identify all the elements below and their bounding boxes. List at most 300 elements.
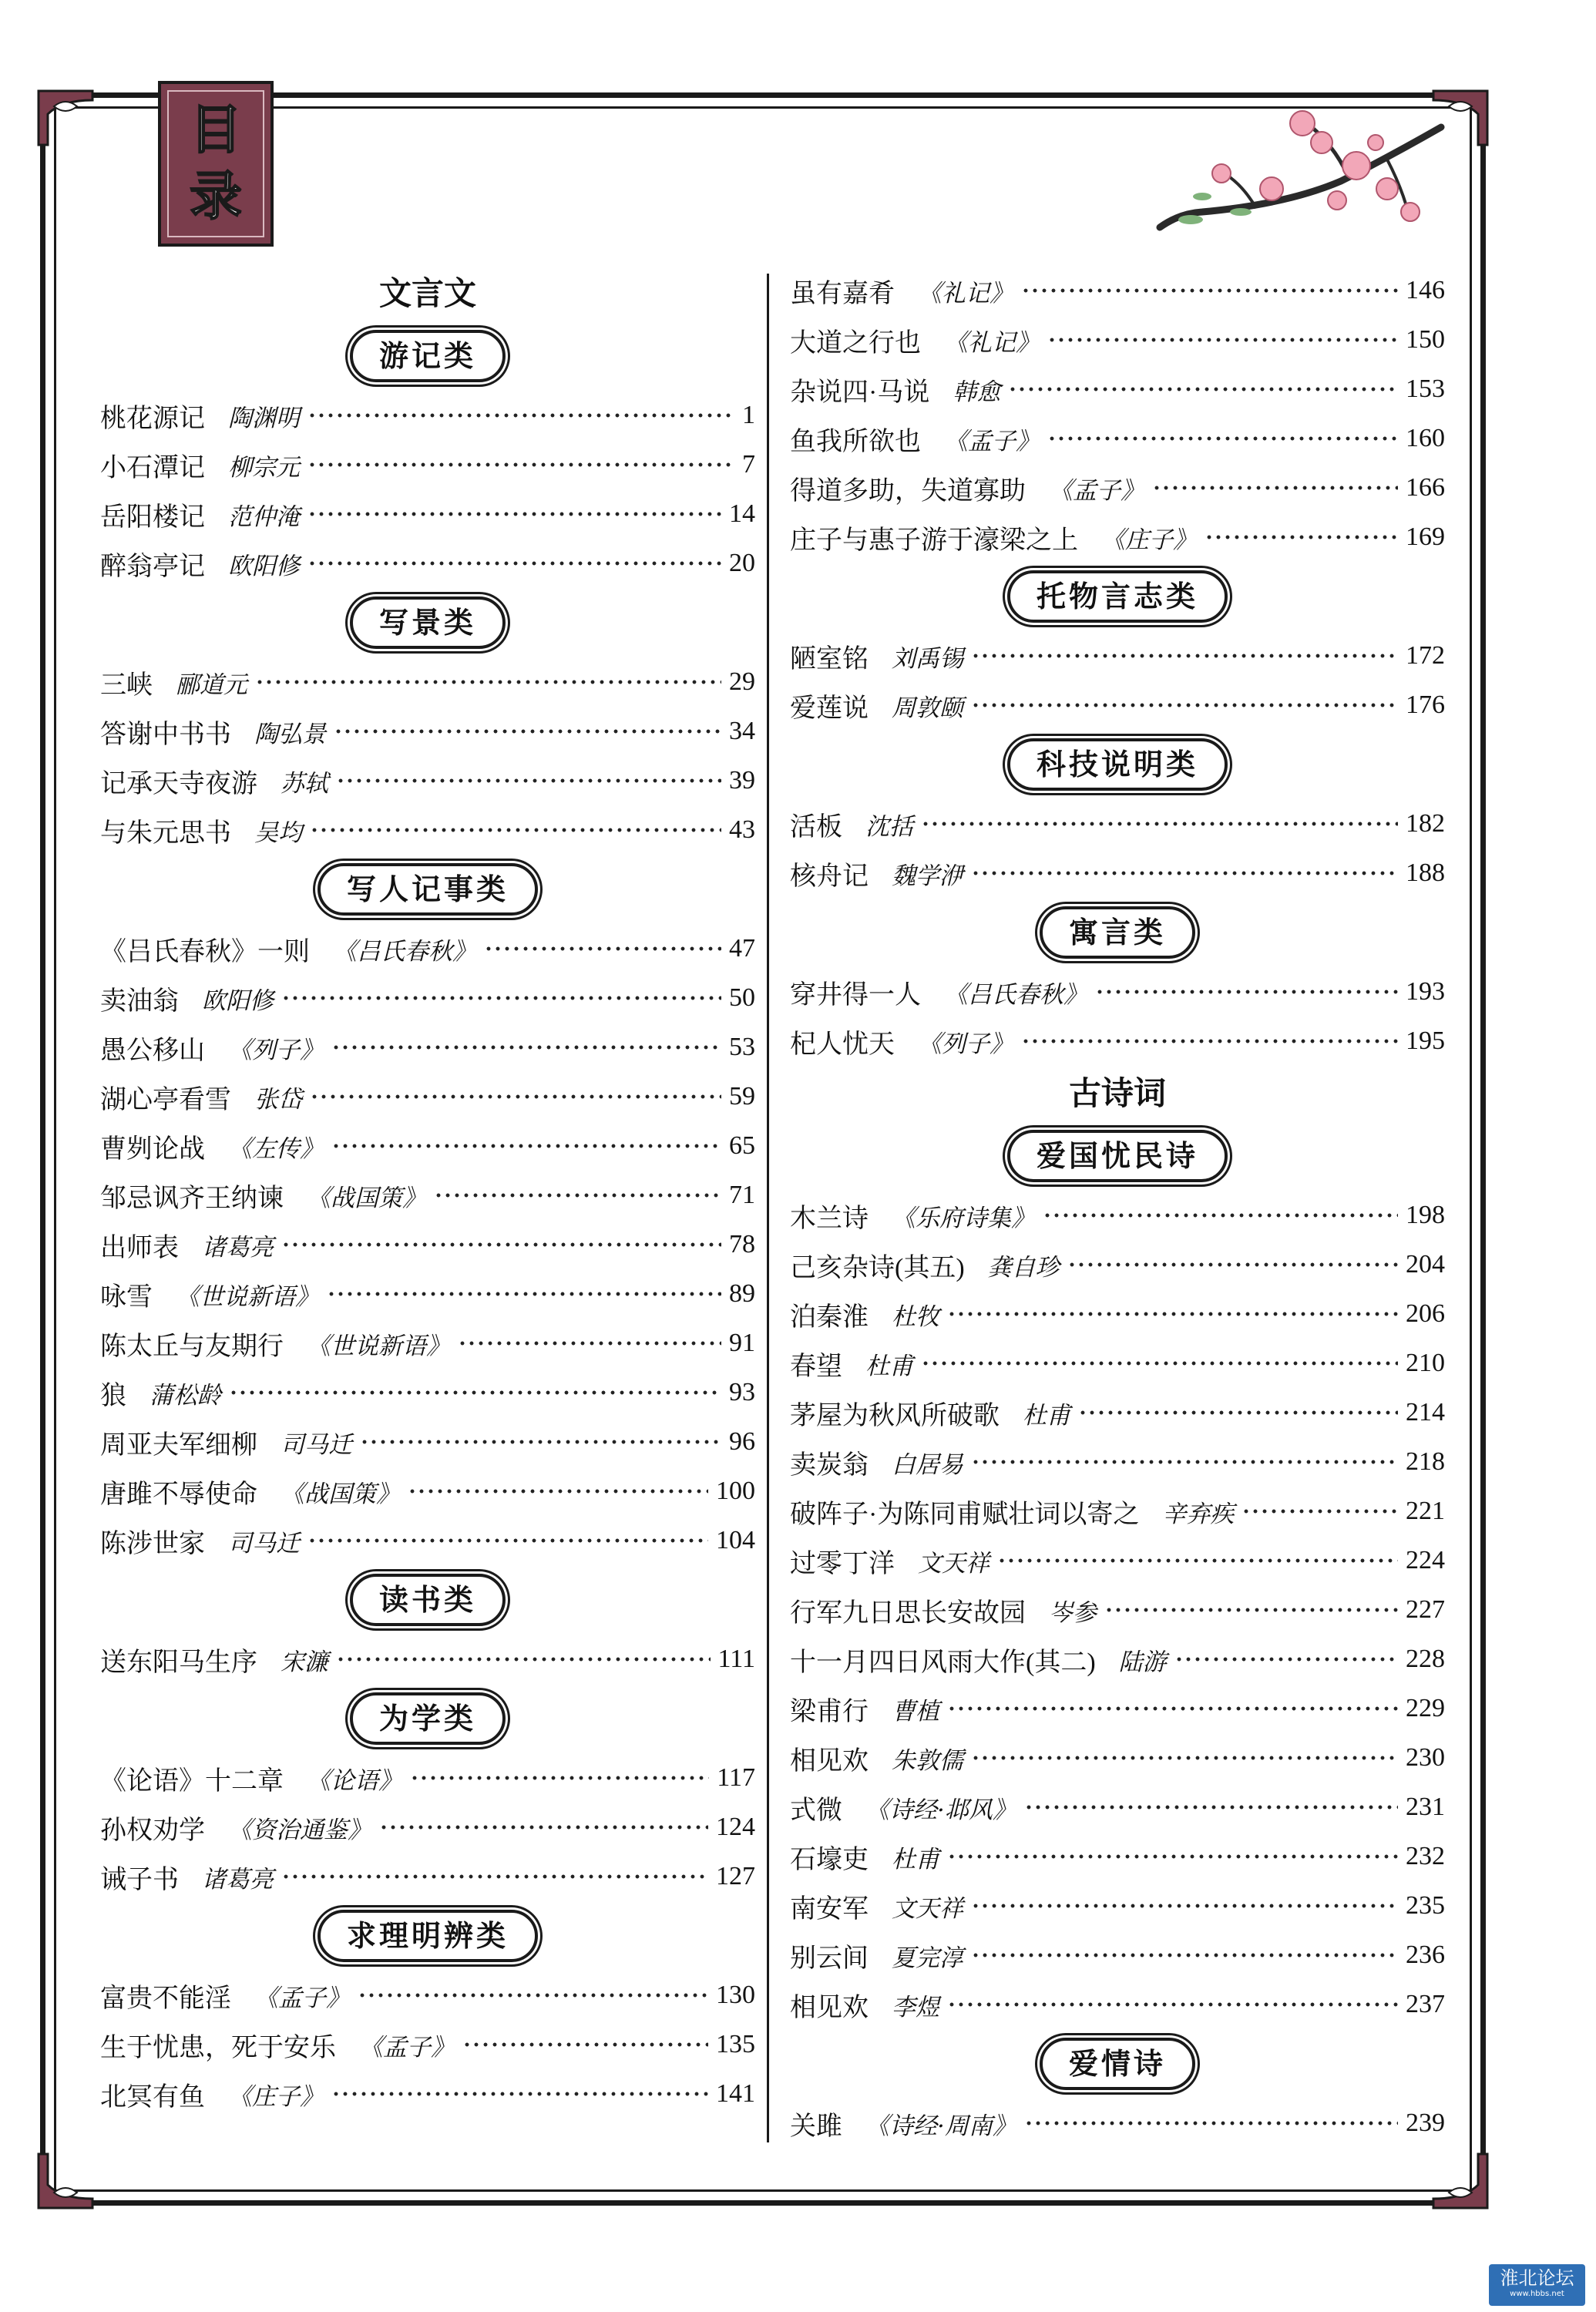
entry-page-number: 229 <box>1406 1694 1445 1722</box>
dot-leader <box>1021 1039 1398 1043</box>
toc-entry[interactable] <box>790 1881 1445 1931</box>
toc-entry[interactable] <box>100 1220 755 1269</box>
dot-leader <box>1021 288 1398 293</box>
dot-leader <box>434 1193 721 1198</box>
entry-title: 卖油翁 <box>100 986 179 1016</box>
entry-page-number: 43 <box>729 815 755 844</box>
entry-title: 周亚夫军细柳 <box>100 1430 257 1460</box>
entry-title: 庄子与惠子游于濠梁之上 <box>790 526 1078 555</box>
toc-entry[interactable] <box>100 1023 755 1072</box>
toc-entry[interactable] <box>790 1684 1445 1733</box>
toc-entry[interactable] <box>790 1017 1445 1066</box>
dot-leader <box>307 462 734 467</box>
category-label: 游记类 <box>350 330 506 382</box>
category-banner <box>790 562 1445 631</box>
entry-author: 诸葛亮 <box>202 1865 274 1894</box>
toc-entry[interactable] <box>790 1733 1445 1783</box>
entry-author: 苏轼 <box>281 769 328 798</box>
category-label: 写人记事类 <box>318 863 538 916</box>
entry-author: 《孟子》 <box>254 1984 350 2012</box>
toc-entry[interactable] <box>790 1585 1445 1635</box>
toc-entry[interactable] <box>100 707 755 756</box>
entry-page-number: 71 <box>729 1181 755 1209</box>
entry-title: 爱莲说 <box>790 694 869 723</box>
entry-title: 曹刿论战 <box>100 1134 205 1164</box>
entry-page-number: 182 <box>1406 809 1445 838</box>
entry-author: 杜甫 <box>865 1352 913 1380</box>
entry-author: 张岱 <box>254 1085 302 1114</box>
dot-leader <box>331 1045 721 1050</box>
toc-entry[interactable] <box>100 1319 755 1368</box>
entry-page-number: 130 <box>716 1981 755 2009</box>
entry-page-number: 204 <box>1406 1250 1445 1279</box>
entry-page-number: 104 <box>716 1526 755 1554</box>
entry-title: 式微 <box>790 1796 842 1825</box>
site-watermark <box>1489 2264 1585 2306</box>
entry-page-number: 232 <box>1406 1842 1445 1870</box>
entry-page-number: 224 <box>1406 1546 1445 1574</box>
entry-title: 《论语》十二章 <box>100 1766 284 1796</box>
entry-author: 诸葛亮 <box>202 1233 274 1262</box>
entry-author: 辛弃疾 <box>1162 1500 1235 1528</box>
entry-page-number: 65 <box>729 1131 755 1160</box>
entry-page-number: 153 <box>1406 375 1445 403</box>
entry-page-number: 239 <box>1406 2109 1445 2137</box>
entry-author: 司马迁 <box>228 1529 300 1558</box>
dot-leader <box>971 703 1398 707</box>
entry-page-number: 210 <box>1406 1349 1445 1377</box>
dot-leader <box>307 561 721 566</box>
entry-title: 活板 <box>790 812 842 842</box>
dot-leader <box>462 2042 708 2047</box>
entry-page-number: 93 <box>729 1378 755 1406</box>
entry-page-number: 20 <box>729 549 755 577</box>
entry-author: 白居易 <box>892 1450 963 1479</box>
dot-leader <box>229 1390 721 1395</box>
toc-entry[interactable] <box>100 805 755 855</box>
dot-leader <box>358 1993 708 1998</box>
entry-title: 关雎 <box>790 2112 842 2141</box>
dot-leader <box>255 680 721 684</box>
entry-author: 吴均 <box>254 818 302 847</box>
entry-author: 欧阳修 <box>228 552 300 580</box>
category-label: 寓言类 <box>1040 906 1195 959</box>
entry-author: 柳宗元 <box>228 453 300 482</box>
toc-entry[interactable] <box>100 489 755 539</box>
entry-page-number: 169 <box>1406 523 1445 551</box>
entry-title: 咏雪 <box>100 1282 153 1312</box>
entry-author: 周敦颐 <box>892 694 963 722</box>
category-banner <box>100 1684 755 1753</box>
entry-title: 桃花源记 <box>100 404 205 433</box>
toc-entry[interactable] <box>790 1635 1445 1684</box>
toc-entry[interactable] <box>100 2020 755 2069</box>
toc-entry[interactable] <box>790 1980 1445 2029</box>
toc-entry[interactable] <box>790 463 1445 512</box>
toc-entry[interactable] <box>790 1437 1445 1487</box>
entry-page-number: 195 <box>1406 1027 1445 1055</box>
entry-title: 南安军 <box>790 1894 869 1924</box>
entry-author: 《孟子》 <box>1049 476 1144 505</box>
entry-title: 大道之行也 <box>790 328 921 358</box>
entry-author: 范仲淹 <box>228 502 300 531</box>
entry-page-number: 29 <box>729 667 755 696</box>
toc-entry[interactable] <box>790 512 1445 562</box>
entry-title: 别云间 <box>790 1944 869 1973</box>
entry-author: 岑参 <box>1049 1598 1097 1627</box>
entry-page-number: 117 <box>717 1763 755 1792</box>
entry-page-number: 39 <box>729 766 755 795</box>
entry-author: 《左传》 <box>228 1134 324 1163</box>
entry-author: 杜甫 <box>1023 1401 1070 1430</box>
dot-leader <box>1043 1213 1398 1218</box>
entry-title: 孙权劝学 <box>100 1816 205 1845</box>
entry-page-number: 235 <box>1406 1891 1445 1920</box>
entry-title: 相见欢 <box>790 1746 869 1776</box>
entry-page-number: 231 <box>1406 1793 1445 1821</box>
entry-page-number: 150 <box>1406 325 1445 354</box>
toc-entry[interactable] <box>100 1753 755 1803</box>
dot-leader <box>971 654 1398 658</box>
entry-page-number: 50 <box>729 983 755 1012</box>
toc-entry[interactable] <box>100 1121 755 1171</box>
title-char: 目 <box>189 99 242 161</box>
entry-title: 陈太丘与友期行 <box>100 1332 284 1361</box>
entry-author: 《乐府诗集》 <box>892 1204 1035 1232</box>
toc-entry[interactable] <box>100 2069 755 2119</box>
contents-right-column <box>790 266 1445 2148</box>
category-banner <box>100 855 755 924</box>
entry-author: 杜甫 <box>892 1845 939 1873</box>
dot-leader <box>947 1854 1398 1859</box>
dot-leader <box>1205 535 1398 539</box>
entry-title: 鱼我所欲也 <box>790 427 921 456</box>
contents-title-tab <box>158 81 274 247</box>
dot-leader <box>307 1538 708 1543</box>
dot-leader <box>971 1953 1398 1957</box>
entry-title: 杂说四·马说 <box>790 378 930 407</box>
toc-entry[interactable] <box>100 924 755 973</box>
entry-title: 岳阳楼记 <box>100 502 205 532</box>
entry-title: 春望 <box>790 1352 842 1381</box>
entry-page-number: 96 <box>729 1427 755 1456</box>
toc-entry[interactable] <box>790 414 1445 463</box>
toc-entry[interactable] <box>100 973 755 1023</box>
dot-leader <box>1047 338 1398 342</box>
entry-title: 唐雎不辱使命 <box>100 1480 257 1509</box>
toc-entry[interactable] <box>100 391 755 440</box>
entry-title: 泊秦淮 <box>790 1302 869 1332</box>
entry-author: 《吕氏春秋》 <box>333 937 476 966</box>
toc-entry[interactable] <box>100 1072 755 1121</box>
category-banner <box>790 1121 1445 1191</box>
category-banner <box>100 321 755 391</box>
entry-page-number: 237 <box>1406 1990 1445 2018</box>
toc-entry[interactable] <box>790 1289 1445 1339</box>
dot-leader <box>1067 1262 1398 1267</box>
toc-entry[interactable] <box>100 1368 755 1417</box>
entry-title: 木兰诗 <box>790 1204 869 1233</box>
toc-entry[interactable] <box>790 967 1445 1017</box>
entry-author: 杜牧 <box>892 1302 939 1331</box>
category-label: 写景类 <box>350 596 506 649</box>
entry-title: 破阵子·为陈同甫赋壮词以寄之 <box>790 1500 1140 1529</box>
dot-leader <box>331 2092 708 2096</box>
dot-leader <box>971 1756 1398 1760</box>
entry-author: 宋濂 <box>281 1648 328 1676</box>
toc-entry[interactable] <box>100 1171 755 1220</box>
entry-title: 卖炭翁 <box>790 1450 869 1480</box>
dot-leader <box>336 1657 711 1662</box>
dot-leader <box>947 1312 1398 1316</box>
entry-title: 穿井得一人 <box>790 980 921 1010</box>
entry-page-number: 236 <box>1406 1941 1445 1969</box>
entry-author: 沈括 <box>865 812 913 841</box>
entry-title: 出师表 <box>100 1233 179 1262</box>
dot-leader <box>408 1489 708 1494</box>
dot-leader <box>1024 1805 1398 1810</box>
category-label: 托物言志类 <box>1007 570 1228 623</box>
entry-title: 陋室铭 <box>790 644 869 674</box>
dot-leader <box>1242 1509 1398 1514</box>
entry-title: 狼 <box>100 1381 126 1410</box>
entry-title: 答谢中书书 <box>100 720 231 749</box>
contents-left-column <box>100 266 755 2119</box>
toc-entry[interactable] <box>790 631 1445 680</box>
plum-blossom-icon <box>1156 96 1449 250</box>
entry-title: 诫子书 <box>100 1865 179 1894</box>
entry-title: 石壕吏 <box>790 1845 869 1874</box>
toc-entry[interactable] <box>790 1832 1445 1881</box>
entry-title: 梁甫行 <box>790 1697 869 1726</box>
toc-entry[interactable] <box>100 1852 755 1901</box>
toc-entry[interactable] <box>790 1388 1445 1437</box>
toc-entry[interactable] <box>100 1803 755 1852</box>
entry-title: 十一月四日风雨大作(其二) <box>790 1648 1096 1677</box>
column-divider <box>767 274 769 2142</box>
entry-page-number: 127 <box>716 1862 755 1890</box>
category-banner <box>100 588 755 657</box>
entry-page-number: 91 <box>729 1329 755 1357</box>
category-label: 爱国忧民诗 <box>1007 1130 1228 1182</box>
toc-entry[interactable] <box>790 799 1445 849</box>
entry-title: 行军九日思长安故园 <box>790 1598 1026 1628</box>
entry-title: 醉翁亭记 <box>100 552 205 581</box>
category-banner <box>790 898 1445 967</box>
category-banner <box>790 730 1445 799</box>
entry-page-number: 100 <box>716 1477 755 1505</box>
entry-page-number: 124 <box>716 1813 755 1841</box>
entry-author: 《吕氏春秋》 <box>944 980 1087 1009</box>
dot-leader <box>1152 486 1398 490</box>
toc-entry[interactable] <box>790 1487 1445 1536</box>
entry-page-number: 53 <box>729 1033 755 1061</box>
entry-page-number: 172 <box>1406 641 1445 670</box>
toc-entry[interactable] <box>790 1783 1445 1832</box>
dot-leader <box>1104 1608 1398 1612</box>
dot-leader <box>1024 2121 1398 2125</box>
dot-leader <box>971 1460 1398 1464</box>
entry-page-number: 89 <box>729 1279 755 1308</box>
dot-leader <box>1008 387 1398 391</box>
entry-author: 《资治通鉴》 <box>228 1816 371 1844</box>
dot-leader <box>379 1825 708 1830</box>
entry-title: 得道多助，失道寡助 <box>790 476 1026 506</box>
entry-author: 《列子》 <box>918 1030 1013 1058</box>
toc-entry[interactable] <box>790 849 1445 898</box>
corner-ornament-icon <box>31 2146 100 2216</box>
toc-entry[interactable] <box>100 1269 755 1319</box>
entry-page-number: 14 <box>729 499 755 528</box>
toc-entry[interactable] <box>790 1191 1445 1240</box>
section-heading: 文言文 <box>378 274 476 312</box>
toc-entry[interactable] <box>790 315 1445 365</box>
toc-entry[interactable] <box>790 1536 1445 1585</box>
dot-leader <box>310 1094 721 1099</box>
entry-author: 曹植 <box>892 1697 939 1726</box>
section-heading: 古诗词 <box>1068 1074 1166 1112</box>
dot-leader <box>971 871 1398 875</box>
entry-page-number: 193 <box>1406 977 1445 1006</box>
entry-title: 生于忧患，死于安乐 <box>100 2033 336 2062</box>
entry-page-number: 214 <box>1406 1398 1445 1427</box>
dot-leader <box>921 822 1398 826</box>
category-label: 读书类 <box>350 1574 506 1626</box>
entry-page-number: 218 <box>1406 1447 1445 1476</box>
entry-page-number: 198 <box>1406 1201 1445 1229</box>
toc-entry[interactable] <box>790 680 1445 730</box>
entry-page-number: 230 <box>1406 1743 1445 1772</box>
category-label: 求理明辨类 <box>318 1910 538 1962</box>
entry-page-number: 34 <box>729 717 755 745</box>
entry-author: 文天祥 <box>918 1549 990 1578</box>
toc-entry[interactable] <box>100 657 755 707</box>
entry-author: 郦道元 <box>176 670 247 699</box>
dot-leader <box>281 996 721 1000</box>
entry-author: 朱敦儒 <box>892 1746 963 1775</box>
entry-title: 虽有嘉肴 <box>790 279 895 308</box>
entry-author: 《庄子》 <box>1101 526 1197 554</box>
toc-entry[interactable] <box>100 1635 755 1684</box>
dot-leader <box>1078 1410 1398 1415</box>
entry-author: 陆游 <box>1118 1648 1167 1676</box>
category-banner <box>100 1565 755 1635</box>
dot-leader <box>307 413 734 418</box>
entry-page-number: 176 <box>1406 691 1445 719</box>
dot-leader <box>410 1776 709 1780</box>
entry-author: 《孟子》 <box>359 2033 455 2062</box>
toc-entry[interactable] <box>790 1339 1445 1388</box>
entry-author: 陶渊明 <box>228 404 300 432</box>
entry-page-number: 7 <box>742 450 755 479</box>
entry-title: 茅屋为秋风所破歌 <box>790 1401 1000 1430</box>
toc-entry[interactable] <box>100 539 755 588</box>
dot-leader <box>947 2002 1398 2007</box>
entry-title: 湖心亭看雪 <box>100 1085 231 1114</box>
entry-title: 核舟记 <box>790 862 869 891</box>
category-banner <box>100 1901 755 1971</box>
dot-leader <box>334 729 721 734</box>
entry-title: 富贵不能淫 <box>100 1984 231 2013</box>
dot-leader <box>360 1440 721 1444</box>
dot-leader <box>1095 990 1398 994</box>
entry-page-number: 160 <box>1406 424 1445 452</box>
entry-author: 蒲松龄 <box>150 1381 221 1410</box>
dot-leader <box>327 1292 721 1296</box>
entry-page-number: 1 <box>742 401 755 429</box>
dot-leader <box>458 1341 721 1346</box>
entry-author: 文天祥 <box>892 1894 963 1923</box>
entry-author: 欧阳修 <box>202 986 274 1015</box>
toc-entry[interactable] <box>790 2099 1445 2148</box>
entry-title: 记承天寺夜游 <box>100 769 257 798</box>
entry-author: 《列子》 <box>228 1036 324 1064</box>
toc-entry[interactable] <box>790 266 1445 315</box>
category-banner <box>790 2029 1445 2099</box>
entry-title: 北冥有鱼 <box>100 2082 205 2112</box>
entry-author: 《战国策》 <box>307 1184 426 1212</box>
toc-entry[interactable] <box>100 440 755 489</box>
entry-page-number: 166 <box>1406 473 1445 502</box>
toc-entry[interactable] <box>100 1417 755 1467</box>
dot-leader <box>310 828 721 832</box>
entry-title: 邹忌讽齐王纳谏 <box>100 1184 284 1213</box>
entry-author: 韩愈 <box>953 378 1001 406</box>
dot-leader <box>921 1361 1398 1366</box>
entry-title: 相见欢 <box>790 1993 869 2022</box>
entry-author: 刘禹锡 <box>892 644 963 673</box>
toc-entry[interactable] <box>100 1467 755 1516</box>
entry-author: 《世说新语》 <box>176 1282 319 1311</box>
entry-page-number: 47 <box>729 934 755 963</box>
dot-leader <box>971 1904 1398 1908</box>
dot-leader <box>281 1242 721 1247</box>
toc-entry[interactable] <box>790 1931 1445 1980</box>
category-label: 科技说明类 <box>1007 738 1228 791</box>
entry-title: 《吕氏春秋》一则 <box>100 937 310 966</box>
entry-title: 杞人忧天 <box>790 1030 895 1059</box>
entry-author: 《诗经·邶风》 <box>865 1796 1016 1824</box>
category-label: 爱情诗 <box>1040 2038 1195 2090</box>
corner-ornament-icon <box>1426 2146 1495 2216</box>
dot-leader <box>331 1144 721 1148</box>
entry-author: 《礼记》 <box>918 279 1013 307</box>
entry-page-number: 227 <box>1406 1595 1445 1624</box>
toc-entry[interactable] <box>100 1516 755 1565</box>
entry-author: 夏完淳 <box>892 1944 963 1972</box>
toc-entry[interactable] <box>790 365 1445 414</box>
entry-title: 三峡 <box>100 670 153 700</box>
entry-author: 陶弘景 <box>254 720 326 748</box>
entry-author: 李煜 <box>892 1993 939 2021</box>
entry-author: 《世说新语》 <box>307 1332 450 1360</box>
watermark-sub: www.hbbs.net <box>1510 2290 1564 2298</box>
dot-leader <box>307 512 721 516</box>
entry-title: 小石潭记 <box>100 453 205 482</box>
title-char: 录 <box>189 166 242 227</box>
dot-leader <box>281 1874 708 1879</box>
entry-author: 《诗经·周南》 <box>865 2112 1016 2140</box>
entry-title: 过零丁洋 <box>790 1549 895 1578</box>
watermark-main: 淮北论坛 <box>1500 2267 1574 2289</box>
entry-page-number: 111 <box>717 1645 755 1673</box>
entry-author: 《孟子》 <box>944 427 1040 455</box>
toc-entry[interactable] <box>790 1240 1445 1289</box>
toc-entry[interactable] <box>100 1971 755 2020</box>
entry-page-number: 228 <box>1406 1645 1445 1673</box>
entry-page-number: 135 <box>716 2030 755 2058</box>
toc-entry[interactable] <box>100 756 755 805</box>
